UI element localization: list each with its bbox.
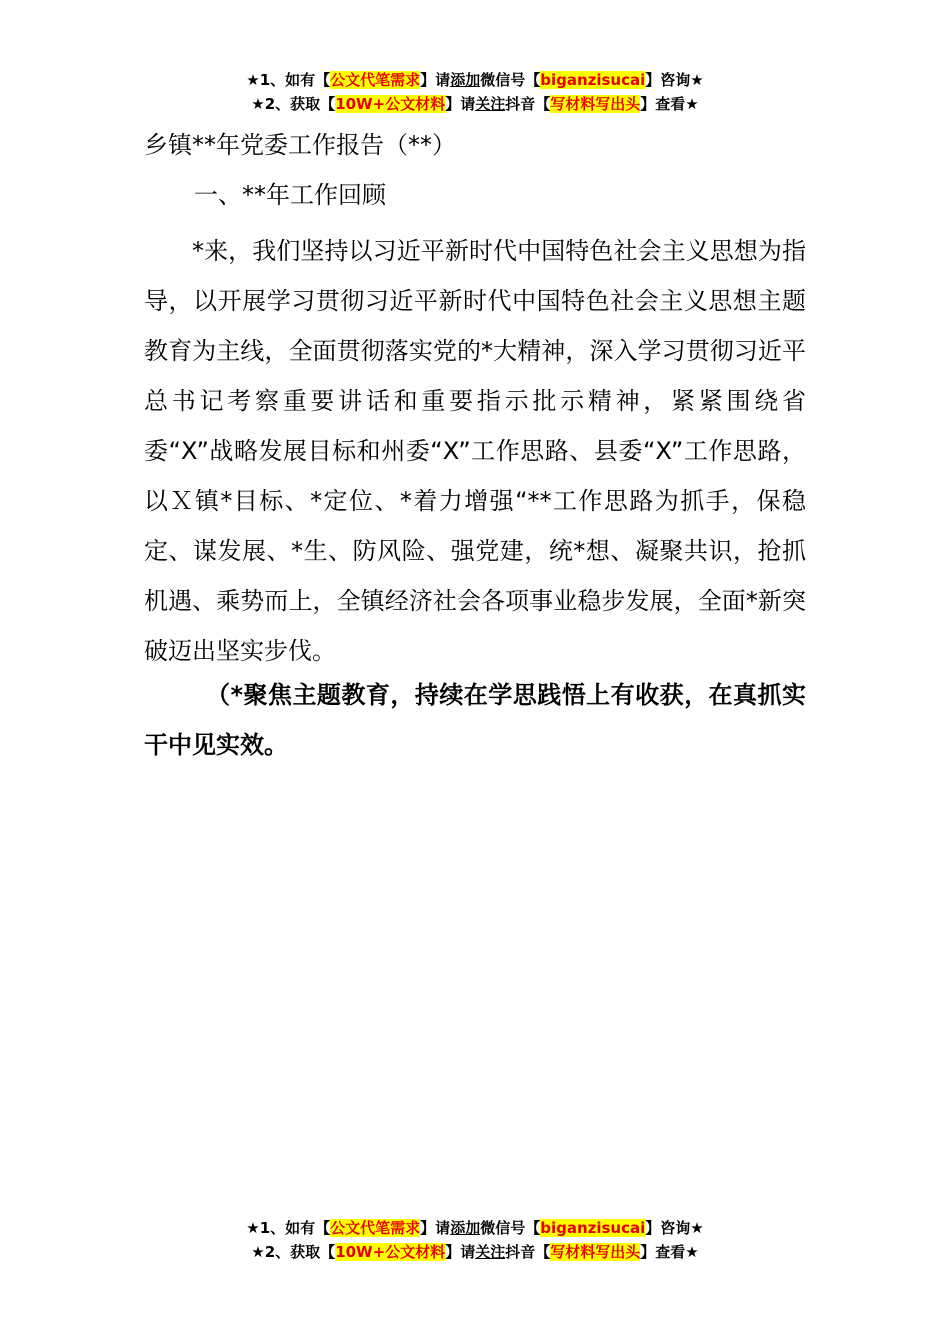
promo-text: ★1、如有【 <box>246 1219 331 1237</box>
promo-douyin-id: 写材料写出头 <box>550 1243 641 1261</box>
promo-highlight: 公文代笔需求 <box>330 1219 421 1237</box>
promo-text: 】请 <box>445 95 476 113</box>
promo-text: 微信号【 <box>480 1219 541 1237</box>
document-title: 乡镇**年党委工作报告（**） <box>144 131 456 159</box>
promo-wechat-id: biganzisucai <box>540 71 646 89</box>
promo-underlined: 添加 <box>450 1219 481 1237</box>
promo-text: 抖音【 <box>505 95 551 113</box>
promo-text: 抖音【 <box>505 1243 551 1261</box>
promo-highlight: 10W+公文材料 <box>335 95 446 113</box>
promo-line-1 <box>0 1216 950 1240</box>
promo-underlined: 添加 <box>450 71 481 89</box>
section-heading: 一、**年工作回顾 <box>194 181 386 209</box>
promo-line-2 <box>0 92 950 116</box>
header-promo-banner <box>0 68 950 116</box>
promo-highlight: 10W+公文材料 <box>335 1243 446 1261</box>
subheading-paragraph: （*聚焦主题教育，持续在学思践悟上有收获，在真抓实干中见实效。 <box>144 681 806 759</box>
promo-douyin-id: 写材料写出头 <box>550 95 641 113</box>
promo-text: 】请 <box>420 1219 451 1237</box>
promo-text: ★2、获取【 <box>251 1243 336 1261</box>
promo-text: 】咨询★ <box>645 1219 704 1237</box>
promo-text: ★1、如有【 <box>246 71 331 89</box>
promo-line-2 <box>0 1240 950 1264</box>
promo-text: 】查看★ <box>640 95 699 113</box>
promo-wechat-id: biganzisucai <box>540 1219 646 1237</box>
promo-underlined: 关注 <box>475 1243 506 1261</box>
body-paragraph: *来，我们坚持以习近平新时代中国特色社会主义思想为指导，以开展学习贯彻习近平新时代中国特色社会主义思想主题教育为主线，全面贯彻落实党的*大精神，深入学习贯彻习近平总书记考察重要讲话和重要指示批示精神，紧紧围绕省委“X”战略发展目标和州委“X”工作思路、县委“X”工作思路，以Ｘ镇*目标、*定位、*着力增强“**工作思路为抓手，保稳定、谋发展、*生、防风险、强党建，统*想、凝聚共识，抢抓机遇、乘势而上，全镇经济社会各项事业稳步发展，全面*新突破迈出坚实步伐。 <box>144 237 806 665</box>
promo-text: 】查看★ <box>640 1243 699 1261</box>
promo-highlight: 公文代笔需求 <box>330 71 421 89</box>
promo-text: 】请 <box>420 71 451 89</box>
promo-text: 微信号【 <box>480 71 541 89</box>
footer-promo-banner <box>0 1216 950 1264</box>
promo-text: ★2、获取【 <box>251 95 336 113</box>
promo-underlined: 关注 <box>475 95 506 113</box>
promo-line-1 <box>0 68 950 92</box>
promo-text: 】咨询★ <box>645 71 704 89</box>
promo-text: 】请 <box>445 1243 476 1261</box>
